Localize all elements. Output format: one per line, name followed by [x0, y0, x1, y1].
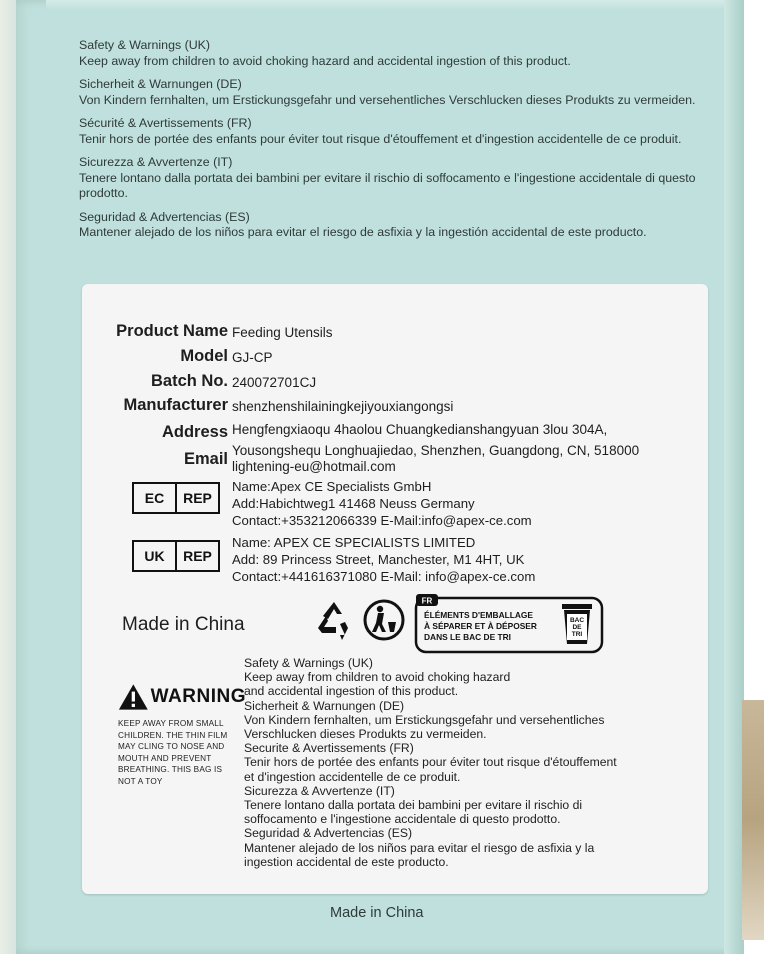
warning-small-line: MOUTH AND PREVENT — [118, 753, 212, 763]
made-in-china-label: Made in China — [122, 614, 245, 635]
warning-body-fr: Tenir hors de portée des enfants pour éviter tout risque d'étouffement et d'ingestion accidentelle de ce produit. — [79, 131, 682, 146]
triman-line1: ÉLÉMENTS D'EMBALLAGE — [424, 610, 534, 620]
uk-rep-contact: Contact:+441616371080 E-Mail: info@apex-ce.com — [232, 569, 536, 584]
tidyman-icon — [362, 598, 406, 642]
made-in-china-bottom: Made in China — [330, 905, 424, 921]
address-key: Address — [161, 423, 228, 441]
ec-rep-address: Add:Habichtweg1 41468 Neuss Germany — [232, 496, 475, 511]
label-warning-line: Mantener alejado de los niños para evitar el riesgo de asfixia y la — [244, 840, 595, 855]
batch-key: Batch No. — [150, 372, 228, 390]
ec-rep-name: Name:Apex CE Specialists GmbH — [232, 479, 432, 494]
label-warning-line: et d'ingestion accidentelle de ce produit. — [244, 769, 461, 784]
ec-rep-contact: Contact:+353212066339 E-Mail:info@apex-ce.com — [232, 513, 532, 528]
bin-label-2: DE — [572, 624, 582, 631]
label-warning-line: soffocamento e l'ingestione accidentale di questo prodotto. — [244, 812, 561, 827]
warning-triangle-icon — [118, 682, 149, 712]
manufacturer-value: shenzhenshilainingkejiyouxiangongsi — [232, 399, 454, 414]
triman-sorting-icon — [414, 592, 604, 654]
warning-heading-de: Sicherheit & Warnungen (DE) — [79, 77, 242, 91]
manufacturer-key: Manufacturer — [123, 396, 228, 414]
label-warning-line: Seguridad & Advertencias (ES) — [244, 826, 413, 841]
warning-body-uk: Keep away from children to avoid choking hazard and accidental ingestion of this product. — [79, 53, 571, 68]
product-name-value: Feeding Utensils — [232, 325, 333, 340]
label-warning-line: Keep away from children to avoid choking hazard — [244, 670, 511, 685]
address-line-2: Yousongshequ Longhuajiedao, Shenzhen, Guangdong, CN, 518000 — [232, 443, 640, 458]
top-warnings — [79, 38, 729, 241]
box-side-left — [0, 0, 16, 954]
warning-body-es: Mantener alejado de los niños para evitar el riesgo de asfixia y la ingestión accidental de este producto. — [79, 225, 647, 239]
uk-rep-name: Name: APEX CE SPECIALISTS LIMITED — [232, 535, 476, 550]
uk-rep-info — [232, 534, 535, 585]
uk-rep-badge — [132, 540, 220, 572]
warning-title: WARNING — [150, 686, 246, 707]
warning-header — [118, 682, 246, 712]
warning-heading-it: Sicurezza & Avvertenze (IT) — [79, 155, 233, 169]
batch-value: 240072701CJ — [232, 375, 317, 390]
uk-rep-address: Add: 89 Princess Street, Manchester, M1 4HT, UK — [232, 552, 525, 567]
label-warning-line: Securite & Avertissements (FR) — [244, 741, 414, 756]
ec-rep-badge — [132, 482, 220, 514]
address-line-1: Hengfengxiaoqu 4haolou Chuangkedianshangyuan 3lou 304A, — [232, 422, 608, 437]
model-value: GJ-CP — [232, 350, 273, 365]
warning-body-de: Von Kindern fernhalten, um Erstickungsgefahr und versehentliches Verschlucken dieses Produkts zu vermeiden. — [79, 92, 696, 107]
label-warning-line: Sicherheit & Warnungen (DE) — [244, 698, 405, 713]
warning-small-line: MAY CLING TO NOSE AND — [118, 742, 225, 751]
warning-heading-uk: Safety & Warnings (UK) — [79, 38, 211, 52]
label-warning-line: Verschlucken dieses Produkts zu vermeiden. — [244, 727, 487, 742]
email-key: Email — [183, 450, 228, 468]
uk-rep-left: UK — [134, 542, 177, 570]
warning-small-text — [118, 718, 246, 787]
box-corner-strip — [742, 700, 764, 940]
bin-label-3: TRI — [571, 631, 583, 638]
warning-small-line: CHILDREN. THE THIN FILM — [118, 730, 228, 740]
row-model — [82, 347, 708, 371]
warning-small-line: BREATHING. THIS BAG IS — [118, 765, 223, 774]
label-warning-line: Von Kindern fernhalten, um Erstickungsgefahr und versehentliches — [244, 712, 605, 727]
warning-box — [118, 682, 246, 787]
recycle-icon — [312, 598, 356, 642]
label-warning-line: Tenir hors de portée des enfants pour éviter tout risque d'étouffement — [244, 755, 617, 770]
row-product-name — [82, 322, 708, 346]
label-warning-line: and accidental ingestion of this product. — [244, 684, 459, 699]
sorting-bin-icon — [562, 604, 592, 644]
label-warnings — [244, 656, 684, 869]
uk-rep-right: REP — [183, 548, 212, 564]
triman-fr: FR — [421, 596, 433, 606]
email-value: lightening-eu@hotmail.com — [232, 459, 396, 474]
warning-small-line: NOT A TOY — [118, 776, 163, 786]
row-manufacturer — [82, 396, 708, 420]
label-warning-line: Sicurezza & Avvertenze (IT) — [244, 783, 395, 798]
ec-rep-info — [232, 478, 532, 529]
bin-label-1: BAC — [569, 617, 585, 624]
ec-rep-left: EC — [134, 484, 177, 512]
triman-line2: À SÉPARER ET À DÉPOSER — [424, 621, 537, 631]
box-top-edge — [46, 0, 744, 10]
label-warning-line: Tenere lontano dalla portata dei bambini per evitare il rischio di — [244, 798, 583, 813]
warning-heading-es: Seguridad & Advertencias (ES) — [79, 209, 250, 224]
product-label — [82, 284, 708, 894]
product-name-key: Product Name — [116, 322, 228, 340]
label-warning-line: Safety & Warnings (UK) — [244, 656, 373, 670]
warning-heading-fr: Sécurité & Avertissements (FR) — [79, 116, 252, 130]
row-batch — [82, 372, 708, 396]
warning-body-it: Tenere lontano dalla portata dei bambini per evitare il rischio di soffocamento e l'ingestione accidentale di questo prodotto. — [79, 170, 696, 200]
warning-small-line: KEEP AWAY FROM SMALL — [118, 719, 224, 728]
triman-line3: DANS LE BAC DE TRI — [424, 632, 512, 642]
model-key: Model — [180, 347, 228, 365]
label-warning-line: ingestion accidental de este producto. — [244, 854, 449, 869]
ec-rep-right: REP — [183, 490, 212, 506]
